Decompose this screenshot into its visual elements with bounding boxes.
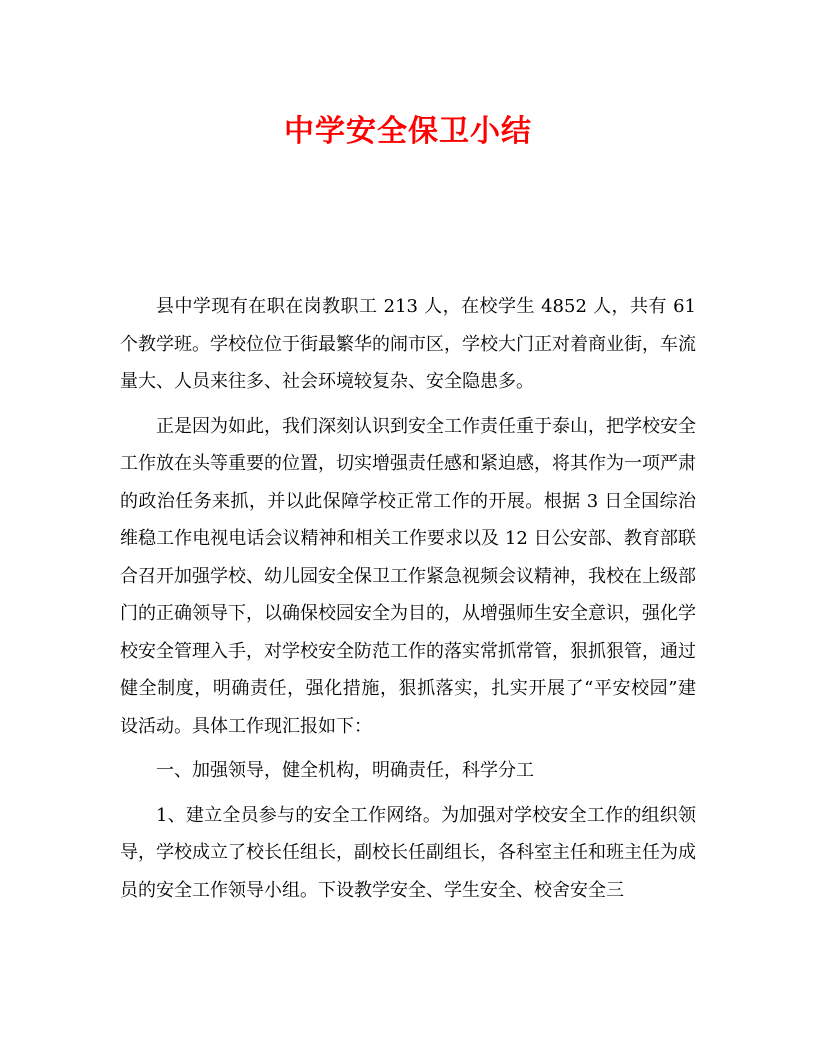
paragraph: 正是因为如此，我们深刻认识到安全工作责任重于泰山，把学校安全工作放在头等重要的位置，切实增强责任感和紧迫感，将其作为一项严肃的政治任务来抓，并以此保障学校正常工作的开展。根据 3 日全国综治维稳工作电视电话会议精神和相关工作要求以及 12 日公安部、教育部联合召开加强学校、幼儿园安全保卫工作紧急视频会议精神，我校在上级部门的正确领导下，以确保校园安全为目的，从增强师生安全意识，强化学校安全管理入手，对学校安全防范工作的落实常抓常管，狠抓狠管，通过健全制度，明确责任，强化措施，狠抓落实，扎实开展了“平安校园”建设活动。具体工作现汇报如下： (120, 415, 696, 737)
paragraph: 县中学现有在职在岗教职工 213 人，在校学生 4852 人，共有 61 个教学班。学校位位于街最繁华的闹市区，学校大门正对着商业街，车流量大、人员来往多、社会环境较复杂、安全隐患多。 (120, 296, 696, 392)
paragraph: 1、建立全员参与的安全工作网络。为加强对学校安全工作的组织领导，学校成立了校长任组长，副校长任副组长，各科室主任和班主任为成员的安全工作领导小组。下设教学安全、学生安全、校舍安全三 (120, 804, 696, 901)
document-body (120, 288, 696, 916)
document-title: 中学安全保卫小结 (284, 114, 532, 149)
section-heading: 一、加强领导，健全机构，明确责任，科学分工 (156, 760, 534, 781)
